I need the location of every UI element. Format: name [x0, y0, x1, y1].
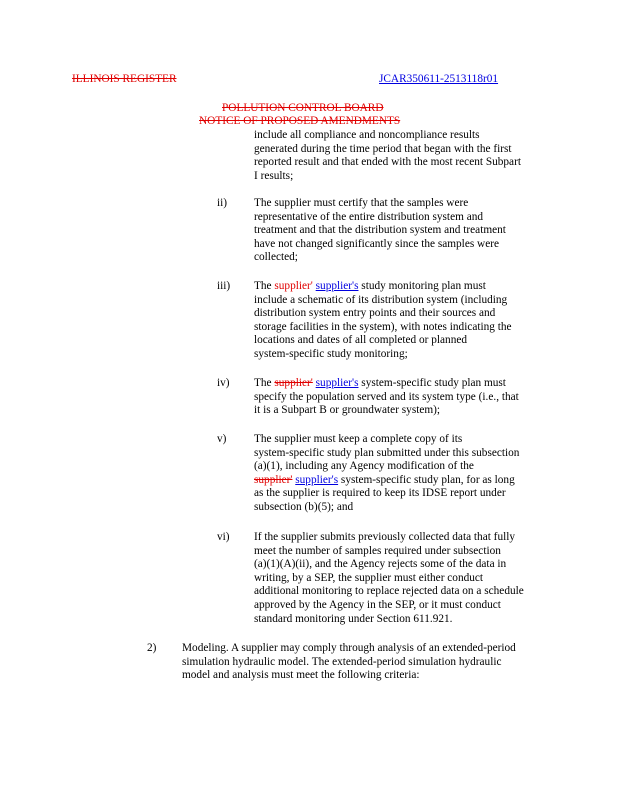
text-line: include a schematic of its distribution system (including — [254, 293, 508, 306]
text-line: representative of the entire distribution system and — [254, 210, 484, 223]
text-line: The supplier must keep a complete copy of its — [254, 433, 463, 445]
register-title: ILLINOIS REGISTER — [72, 73, 177, 85]
text-line: subsection (b)(5); and — [254, 500, 354, 513]
text-line: simulation hydraulic model. The extended-period simulation hydraulic — [182, 655, 502, 668]
text-line: If the supplier submits previously collected data that fully — [254, 531, 516, 543]
text-line: locations and dates of all completed or planned — [254, 334, 468, 347]
text-fragment: The — [254, 377, 275, 389]
text-line: The supplier must certify that the samples were — [254, 197, 469, 209]
item-marker-vi: vi) — [217, 531, 230, 543]
text-line: reported result and that ended with the most recent Subpart — [254, 156, 521, 169]
text-line: include all compliance and noncompliance results — [254, 129, 480, 141]
text-line: (a)(1)(A)(ii), and the Agency rejects some of the data in — [254, 558, 507, 571]
text-line: it is a Subpart B or groundwater system); — [254, 404, 441, 417]
text-line: system-specific study monitoring; — [254, 347, 408, 360]
inserted-red-text: supplier' — [274, 280, 313, 292]
inserted-text: supplier's — [295, 473, 339, 486]
continuation-paragraph — [254, 129, 574, 183]
item-v-paragraph — [254, 433, 574, 515]
text-fragment: The — [254, 280, 275, 292]
item-marker-2: 2) — [147, 642, 157, 654]
deleted-text: supplier' — [254, 473, 293, 486]
item-iv-paragraph — [254, 377, 574, 418]
text-line: (a)(1), including any Agency modification of the — [254, 460, 474, 473]
text-fragment: system-specific study plan, for as long — [338, 473, 515, 486]
text-line: writing, by a SEP, the supplier must either conduct — [254, 571, 484, 584]
text-line: distribution system entry points and their sources and — [254, 307, 496, 320]
text-line: Modeling. A supplier may comply through analysis of an extended-period — [182, 642, 516, 654]
item-marker-v: v) — [217, 433, 227, 445]
item-marker-ii: ii) — [217, 197, 228, 209]
item-marker-iv: iv) — [217, 377, 230, 389]
notice-title: NOTICE OF PROPOSED AMENDMENTS — [199, 115, 401, 127]
item-marker-iii: iii) — [217, 280, 231, 292]
text-line: storage facilities in the system), with notes indicating the — [254, 320, 512, 333]
text-line — [254, 280, 574, 294]
item-iii-paragraph — [254, 280, 574, 362]
text-line: as the supplier is required to keep its IDSE report under — [254, 487, 506, 500]
item-vi-paragraph — [254, 531, 574, 626]
text-line: collected; — [254, 251, 298, 264]
text-line: approved by the Agency in the SEP, or it must conduct — [254, 598, 501, 611]
text-line: have not changed significantly since the samples were — [254, 237, 499, 250]
jcar-code: JCAR350611-2513118r01 — [379, 73, 499, 85]
text-line — [254, 474, 574, 488]
text-line: system-specific study plan submitted under this subsection — [254, 446, 520, 459]
text-line: treatment and that the distribution system and treatment — [254, 224, 506, 237]
text-line: meet the number of samples required under subsection — [254, 544, 501, 557]
text-line: standard monitoring under Section 611.921. — [254, 612, 453, 625]
text-fragment: system-specific study plan must — [358, 377, 506, 389]
item-2-paragraph — [182, 642, 582, 683]
inserted-text: supplier's — [315, 280, 359, 292]
text-line: generated during the time period that began with the first — [254, 142, 512, 155]
item-ii-paragraph — [254, 197, 574, 265]
text-line — [254, 377, 574, 391]
text-line: I results; — [254, 169, 294, 182]
text-line: specify the population served and its system type (i.e., that — [254, 390, 519, 403]
inserted-text: supplier's — [315, 377, 359, 389]
board-title: POLLUTION CONTROL BOARD — [222, 102, 384, 114]
text-line: additional monitoring to replace rejected data on a schedule — [254, 585, 524, 598]
text-line: model and analysis must meet the following criteria: — [182, 669, 420, 682]
deleted-text: supplier' — [274, 377, 313, 389]
text-fragment: study monitoring plan must — [358, 280, 486, 292]
